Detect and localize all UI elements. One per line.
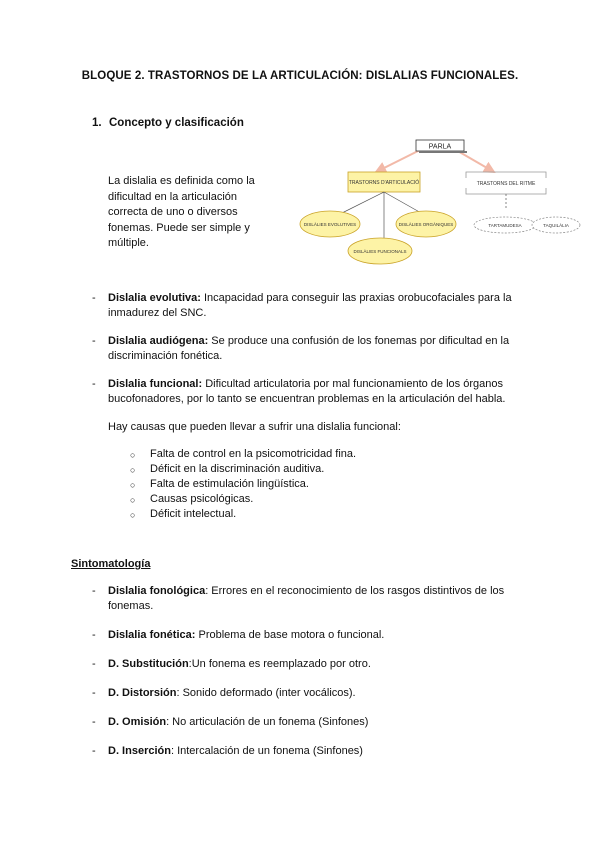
bullet-dash: - [92,629,96,641]
term: D. Inserción [108,745,171,757]
classification-diagram [298,136,588,268]
child-evolutives-label: DISLÀLIES EVOLUTIVES [303,222,357,227]
term: Dislalia evolutiva: [108,292,201,304]
list-item: ○ Déficit intelectual. [130,507,522,522]
bullet-dash: - [92,292,96,304]
term: Dislalia audiógena: [108,335,209,347]
section-number: 1. [92,117,102,129]
circle-bullet-icon: ○ [130,510,136,520]
child-funcionals-label: DISLÀLIES FUNCIONALS [353,249,407,254]
list-item: ○ Falta de estimulación lingüística. [130,477,522,492]
definition: Se produce una confusión de los fonemas por dificultad en la discriminación fonética. [108,335,510,362]
circle-bullet-icon: ○ [130,450,136,460]
definitions-list [92,291,522,522]
sintomatologia-heading: Sintomatología [71,558,151,570]
definition: Incapacidad para conseguir las praxias orobucofaciales para la inmadurez del SNC. [108,292,512,319]
child-tartamudesa-label: TARTAMUDESA [488,223,522,228]
bullet-dash: - [92,687,96,699]
bullet-dash: - [92,378,96,390]
list-item: - D. Distorsión: Sonido deformado (inter vocálicos). [92,687,356,699]
list-item: ○ Falta de control en la psicomotricidad fina. [130,447,522,462]
arrow-left [376,150,420,172]
list-item: - D. Omisión: No articulación de un fonema (Sinfones) [92,716,369,728]
list-item: - D. Substitución:Un fonema es reemplazado por otro. [92,658,371,670]
page-title: BLOQUE 2. TRASTORNOS DE LA ARTICULACIÓN: DISLALIAS FUNCIONALES. [81,70,519,82]
list-item [92,377,522,407]
term: Dislalia fonética: [108,629,196,641]
child-taquilalia-label: TAQUILÀLIA [543,223,569,228]
circle-bullet-icon: ○ [130,465,136,475]
list-item [92,334,522,364]
term: D. Substitución [108,658,189,670]
list-item: - Dislalia fonética: Problema de base motora o funcional. [92,629,385,641]
bullet-dash: - [92,745,96,757]
child-organiques-label: DISLÀLIES ORGÀNIQUES [398,222,454,227]
term: D. Omisión [108,716,167,728]
circle-bullet-icon: ○ [130,495,136,505]
bullet-dash: - [92,658,96,670]
bullet-dash: - [92,335,96,347]
list-item [92,291,522,321]
term: Dislalia fonológica [108,585,206,597]
causes-intro: Hay causas que pueden llevar a sufrir una dislalia funcional: [108,421,401,433]
circle-bullet-icon: ○ [130,480,136,490]
list-item: ○ Causas psicológicas. [130,492,522,507]
list-item: ○ Déficit en la discriminación auditiva. [130,462,522,477]
arrow-right [456,150,494,172]
section-heading-text: Concepto y clasificación [109,117,244,129]
bullet-dash: - [92,716,96,728]
sintomas-list [92,584,522,773]
intro-paragraph: La dislalia es definida como la dificultad en la articulación correcta de uno o diversos fonemas. Puede ser simple y múltiple. [108,175,255,249]
term: Dislalia funcional: [108,378,203,390]
list-item: - Dislalia fonológica: Errores en el reconocimiento de los rasgos distintivos de los fonemas. [92,585,505,612]
left-node-label: TRASTORNS D'ARTICULACIÓ [348,180,420,186]
list-item: - D. Inserción: Intercalación de un fonema (Sinfones) [92,745,363,757]
term: D. Distorsión [108,687,177,699]
bullet-dash: - [92,585,96,597]
root-label: PARLA [428,143,452,151]
right-node-label: TRASTORNS DEL RITME [476,181,536,187]
causes-list [130,447,522,522]
definition: Dificultad articulatoria por mal funcionamiento de los órganos bucofonadores, por lo tanto se encuentran problemas en la articulación del habla. [108,378,506,405]
section-heading [92,117,244,129]
